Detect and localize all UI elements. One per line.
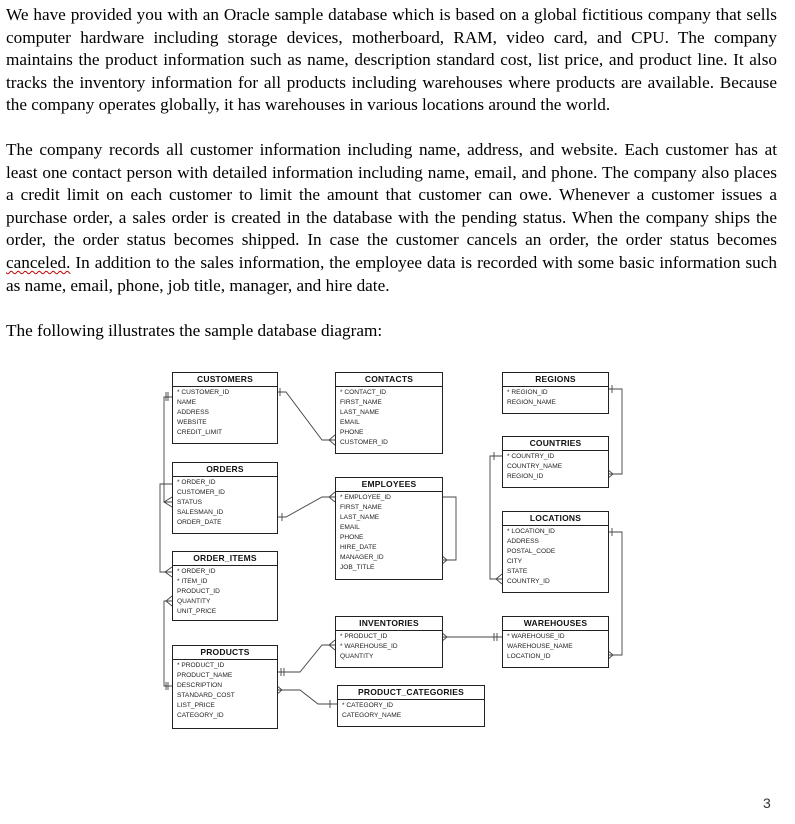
table-title: WAREHOUSES	[503, 617, 608, 631]
column: PRODUCT_ID	[177, 588, 220, 595]
column: JOB_TITLE	[340, 564, 375, 571]
column: * WAREHOUSE_ID	[507, 633, 565, 640]
column: LAST_NAME	[340, 514, 380, 521]
table-regions	[502, 372, 609, 414]
column: SALESMAN_ID	[177, 509, 224, 516]
column: * CUSTOMER_ID	[177, 389, 230, 396]
table-title: REGIONS	[503, 373, 608, 387]
diagram-intro: The following illustrates the sample database diagram:	[6, 321, 383, 340]
customer-paragraph-part1: The company records all customer information including name, address, and website. Each customer has at least one contact person with detailed information including name, email, and phone. The company also places a credit limit on each customer to limit the amount that customer can owe. Whenever a customer issues a purchase order, a sales order is created in the database with the pending status. When the company ships the order, the order status becomes shipped. In case the customer cancels an order, the order status becomes	[6, 140, 777, 250]
column: LOCATION_ID	[507, 653, 551, 660]
rel-orders-order-items	[160, 484, 172, 572]
rel-countries-locations	[490, 456, 502, 579]
column: CUSTOMER_ID	[340, 439, 388, 446]
column: CREDIT_LIMIT	[177, 429, 223, 436]
column: REGION_ID	[507, 473, 544, 480]
column: FIRST_NAME	[340, 399, 382, 406]
table-products	[172, 645, 278, 729]
table-title: ORDER_ITEMS	[173, 552, 277, 566]
column: PRODUCT_NAME	[177, 672, 233, 679]
column: * CONTACT_ID	[340, 389, 387, 396]
column: WEBSITE	[177, 419, 207, 426]
column: PHONE	[340, 534, 364, 541]
table-product-categories	[337, 685, 485, 727]
table-title: COUNTRIES	[503, 437, 608, 451]
column: * LOCATION_ID	[507, 528, 555, 535]
spellcheck-flagged-word[interactable]: canceled.	[6, 252, 71, 272]
column: COUNTRY_ID	[507, 578, 550, 585]
column: * COUNTRY_ID	[507, 453, 555, 460]
table-order-items	[172, 551, 278, 621]
column: POSTAL_CODE	[507, 548, 556, 555]
table-customers	[172, 372, 278, 444]
column: ADDRESS	[177, 409, 209, 416]
table-warehouses	[502, 616, 609, 668]
column: * PRODUCT_ID	[340, 633, 388, 640]
rel-regions-countries	[607, 389, 622, 474]
column: STATUS	[177, 499, 203, 506]
column: EMAIL	[340, 524, 360, 531]
column: EMAIL	[340, 419, 360, 426]
column: LIST_PRICE	[177, 702, 215, 709]
column: QUANTITY	[340, 653, 374, 660]
rel-customers-contacts	[276, 392, 335, 440]
column: * WAREHOUSE_ID	[340, 643, 398, 650]
table-title: PRODUCTS	[173, 646, 277, 660]
column: CATEGORY_NAME	[342, 712, 402, 719]
column: * PRODUCT_ID	[177, 662, 225, 669]
table-title: ORDERS	[173, 463, 277, 477]
column: REGION_NAME	[507, 399, 556, 406]
column: HIRE_DATE	[340, 544, 377, 551]
column: WAREHOUSE_NAME	[507, 643, 573, 650]
rel-employees-orders	[276, 497, 335, 517]
rel-locations-warehouses	[607, 532, 622, 655]
table-locations	[502, 511, 609, 593]
column: COUNTRY_NAME	[507, 463, 563, 470]
column: * EMPLOYEE_ID	[340, 494, 391, 501]
column: NAME	[177, 399, 197, 406]
column: CATEGORY_ID	[177, 712, 224, 719]
column: ORDER_DATE	[177, 519, 222, 526]
column: * ITEM_ID	[177, 578, 208, 585]
column: STATE	[507, 568, 528, 575]
table-title: PRODUCT_CATEGORIES	[338, 686, 484, 700]
column: STANDARD_COST	[177, 692, 235, 699]
intro-paragraph: We have provided you with an Oracle sample database which is based on a global fictitious company that sells computer hardware including storage devices, motherboard, RAM, video card, and CPU. The company maintains the product information such as name, description standard cost, list price, and product line. It also tracks the inventory information for all products including warehouses where products are available. Because the company operates globally, it has warehouses in various locations around the world.	[6, 5, 777, 115]
rel-products-order-items	[164, 601, 172, 686]
page-number: 3	[763, 795, 771, 811]
column: QUANTITY	[177, 598, 211, 605]
rel-categories-products	[276, 690, 337, 704]
table-title: CUSTOMERS	[173, 373, 277, 387]
column: DESCRIPTION	[177, 682, 223, 689]
column: UNIT_PRICE	[177, 608, 217, 615]
column: LAST_NAME	[340, 409, 380, 416]
column: ADDRESS	[507, 538, 539, 545]
table-countries	[502, 436, 609, 488]
column: FIRST_NAME	[340, 504, 382, 511]
column: * REGION_ID	[507, 389, 548, 396]
column: CITY	[507, 558, 523, 565]
table-orders	[172, 462, 278, 534]
column: * CATEGORY_ID	[342, 702, 394, 709]
rel-employees-manager	[441, 497, 456, 560]
table-title: EMPLOYEES	[336, 478, 442, 492]
table-inventories	[335, 616, 443, 668]
table-title: CONTACTS	[336, 373, 442, 387]
column: MANAGER_ID	[340, 554, 384, 561]
rel-products-inventories	[276, 645, 335, 672]
table-title: LOCATIONS	[503, 512, 608, 526]
table-title: INVENTORIES	[336, 617, 442, 631]
column: * ORDER_ID	[177, 479, 216, 486]
column: CUSTOMER_ID	[177, 489, 225, 496]
rel-customers-orders	[164, 397, 172, 502]
table-contacts	[335, 372, 443, 454]
column: * ORDER_ID	[177, 568, 216, 575]
table-employees	[335, 477, 443, 580]
customer-paragraph-part2: In addition to the sales information, the employee data is recorded with some basic information such as name, email, phone, job title, manager, and hire date.	[6, 252, 777, 295]
column: PHONE	[340, 429, 364, 436]
